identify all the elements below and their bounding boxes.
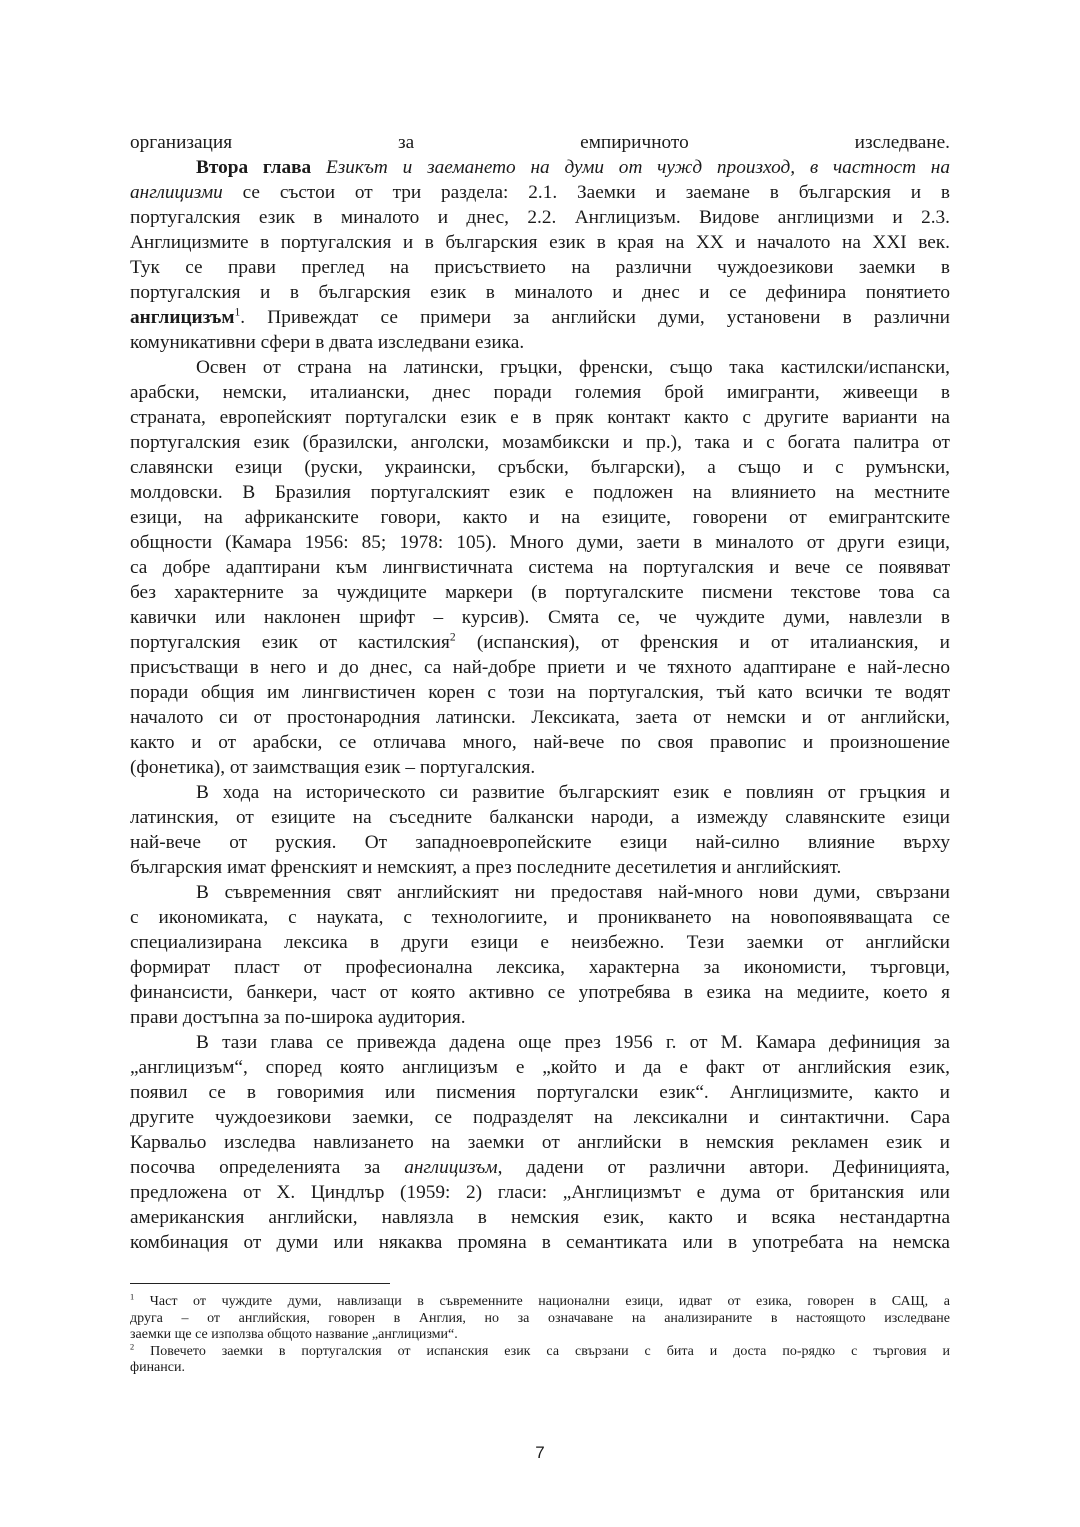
body-line (130, 705, 950, 730)
body-line (130, 1130, 950, 1155)
body-line (130, 205, 950, 230)
text-run: , дадени от различни автори. Дефиницията, (497, 1157, 950, 1178)
footnote-ref: 2 (449, 630, 456, 644)
body-line (130, 1005, 950, 1030)
body-line (130, 455, 950, 480)
body-line (130, 555, 950, 580)
text-run: Повечето заемки в португалския от испанския език са свързани с бита и доста по-рядко с търговия и (134, 1343, 950, 1359)
text-run: американския английски, навлязла в немския език, както и всяка нестандартна (130, 1207, 950, 1228)
footnote-line (130, 1360, 950, 1377)
text-run: предложена от Х. Циндлър (1959: 2) гласи: „Англицизмът е дума от британския или (130, 1182, 950, 1203)
footnote-line (130, 1327, 950, 1344)
body-line (130, 530, 950, 555)
text-run: Англицизмите в португалския и в българския език в края на XX и началото на XXI век. (130, 232, 950, 253)
text-run: Втора глава (196, 157, 312, 178)
text-run: португалския и в българския език в миналото и днес и се дефинира понятието (130, 282, 950, 303)
text-run: англицизми (130, 182, 223, 203)
text-run: англицизъм (404, 1157, 498, 1178)
body-line (130, 630, 950, 655)
body-line (130, 605, 950, 630)
text-run: комуникативни сфери в двата изследвани езика. (130, 332, 525, 353)
body-line (130, 1105, 950, 1130)
body-line (130, 380, 950, 405)
text-run: молдовски. В Бразилия португалският език е подложен на влиянието на местните (130, 482, 950, 503)
text-run: прави достъпна за по-широка аудитория. (130, 1007, 466, 1028)
footnote-separator (130, 1283, 390, 1284)
text-run: присъстващи в него и до днес, са най-добре приети и че тяхното адаптиране е най-лесно (130, 657, 950, 678)
text-run: португалския език в миналото и днес, 2.2. Англицизъм. Видове англицизми и 2.3. (130, 207, 950, 228)
body-line (130, 880, 950, 905)
body-line (130, 230, 950, 255)
text-run: появил се в говоримия или писмения португалски език“. Англицизмите, както и (130, 1082, 950, 1103)
text-run: В хода на историческото си развитие българският език е повлиян от гръцкия и (196, 782, 950, 803)
text-run: формират пласт от професионална лексика, характерна за икономисти, търговци, (130, 957, 950, 978)
footnote-ref: 2 (130, 1341, 135, 1351)
text-run: най-вече от руския. От западноевропейските езици най-силно влияние върху (130, 832, 950, 853)
text-run: посочва определенията за (130, 1157, 405, 1178)
body-line (130, 255, 950, 280)
text-run: англицизъм (130, 307, 235, 328)
body-line (130, 405, 950, 430)
body-line (130, 730, 950, 755)
text-run: началото си от простонародния латински. Лексиката, заета от немски и от английски, (130, 707, 950, 728)
text-run: българския имат френският и немският, а през последните десетилетия и английският. (130, 857, 842, 878)
text-run: се състои от три раздела: 2.1. Заемки и заемане в българския и в (222, 182, 950, 203)
body-line (130, 480, 950, 505)
body-line (130, 755, 950, 780)
body-line (130, 1205, 950, 1230)
footnote-line (130, 1294, 950, 1311)
text-run: организация за емпиричното изследване. (130, 132, 950, 153)
text-run: „англицизъм“, според която англицизъм е „който и да е факт от английския език, (130, 1057, 950, 1078)
page-number: 7 (535, 1443, 545, 1462)
body-line (130, 580, 950, 605)
text-run: са добре адаптирани към лингвистичната система на португалския и вече се появяват (130, 557, 950, 578)
text-run: поради общия им лингвистичен корен с този на португалския, тъй като всички те водят (130, 682, 950, 703)
body-line (130, 905, 950, 930)
body-line (130, 955, 950, 980)
text-run: другите чуждоезикови заемки, се подразделят на лексикални и синтактични. Сара (130, 1107, 950, 1128)
body-line (130, 130, 950, 155)
text-run: (фонетика), от заимстващия език – португалския. (130, 757, 536, 778)
text-run: португалския език (бразилски, анголски, мозамбикски и пр.), така и с богата палитра от (130, 432, 950, 453)
body-line (130, 855, 950, 880)
body-line (130, 980, 950, 1005)
body-line (130, 655, 950, 680)
text-run: финансисти, банкери, част от която активно се употребява в езика на медиите, което я (130, 982, 950, 1003)
text-run: друга – от английския, говорен в Англия, но за означаване на анализираните в настоящото изследване (130, 1310, 950, 1326)
text-run: Тук се прави преглед на присъствието на различни чуждоезикови заемки в (130, 257, 950, 278)
body-line (130, 355, 950, 380)
body-line (130, 280, 950, 305)
body-line (130, 330, 950, 355)
body-line (130, 505, 950, 530)
text-run: португалския език от кастилския (130, 632, 450, 653)
footnote-line (130, 1341, 950, 1361)
body-line (130, 805, 950, 830)
text-run: Освен от страна на латински, гръцки, френски, също така кастилски/испански, (196, 357, 950, 378)
text-run: В съвременния свят английският ни предоставя най-много нови думи, свързани (196, 882, 950, 903)
body-line (130, 305, 950, 330)
text-run: финанси. (130, 1360, 185, 1375)
body-line (130, 930, 950, 955)
text-run: кавички или наклонен шрифт – курсив). Смята се, че чуждите думи, навлезли в (130, 607, 950, 628)
text-run: без характерните за чуждиците маркери (в португалските писмени текстове това са (130, 582, 950, 603)
body-line (130, 780, 950, 805)
text-run: Част от чуждите думи, навлизащи в съвременните национални езици, идват от езика, говорен в САЩ, а (134, 1294, 950, 1309)
footnote-ref: 1 (130, 1292, 135, 1302)
text-run: заемки ще се използва общото название „англицизми“. (130, 1327, 458, 1342)
body-line (130, 1055, 950, 1080)
text-run: езици, на африканските говори, както и на езиците, говорени от емигрантските (130, 507, 950, 528)
body-line (130, 680, 950, 705)
body-line (130, 1030, 950, 1055)
text-run: страната, европейският португалски език е в пряк контакт както с другите варианти на (130, 407, 950, 428)
text-run: специализирана лексика в други езици е неизбежно. Тези заемки от английски (130, 932, 950, 953)
footnote-line (130, 1311, 950, 1328)
text-run (311, 157, 326, 178)
text-run: Езикът и заемането на думи от чужд произход, в частност на (325, 157, 950, 178)
body-line (130, 430, 950, 455)
text-run: . Привеждат се примери за английски думи, установени в различни (240, 307, 950, 328)
text-run: В тази глава се привежда дадена още през 1956 г. от М. Камара дефиниция за (196, 1032, 950, 1053)
body-line (130, 1080, 950, 1105)
body-line (130, 1155, 950, 1180)
text-run: Карвальо изследва навлизането на заемки от английски в немския рекламен език и (130, 1132, 950, 1153)
body-line (130, 1180, 950, 1205)
body-line (130, 830, 950, 855)
text-run: славянски езици (руски, украински, сръбски, български), а също и с румънски, (130, 457, 950, 478)
text-run: латинския, от езиците на съседните балкански народи, а измежду славянските езици (130, 807, 950, 828)
text-run: с икономиката, с науката, с технологиите, и проникването на новопоявяващата се (130, 907, 950, 928)
text-run: комбинация от думи или някаква промяна в семантиката или в употребата на немска (130, 1232, 950, 1253)
footnote-ref: 1 (234, 305, 241, 319)
body-line (130, 1230, 950, 1255)
text-run: както и от арабски, се отличава много, най-вече по своя правопис и произношение (130, 732, 950, 753)
text-run: общности (Камара 1956: 85; 1978: 105). Много думи, заети в миналото от други езици, (130, 532, 950, 553)
body-line (130, 155, 950, 180)
body-line (130, 180, 950, 205)
text-run: (испанския), от френския и от италианския, и (455, 632, 950, 653)
text-run: арабски, немски, италиански, днес поради големия брой имигранти, живеещи в (130, 382, 950, 403)
